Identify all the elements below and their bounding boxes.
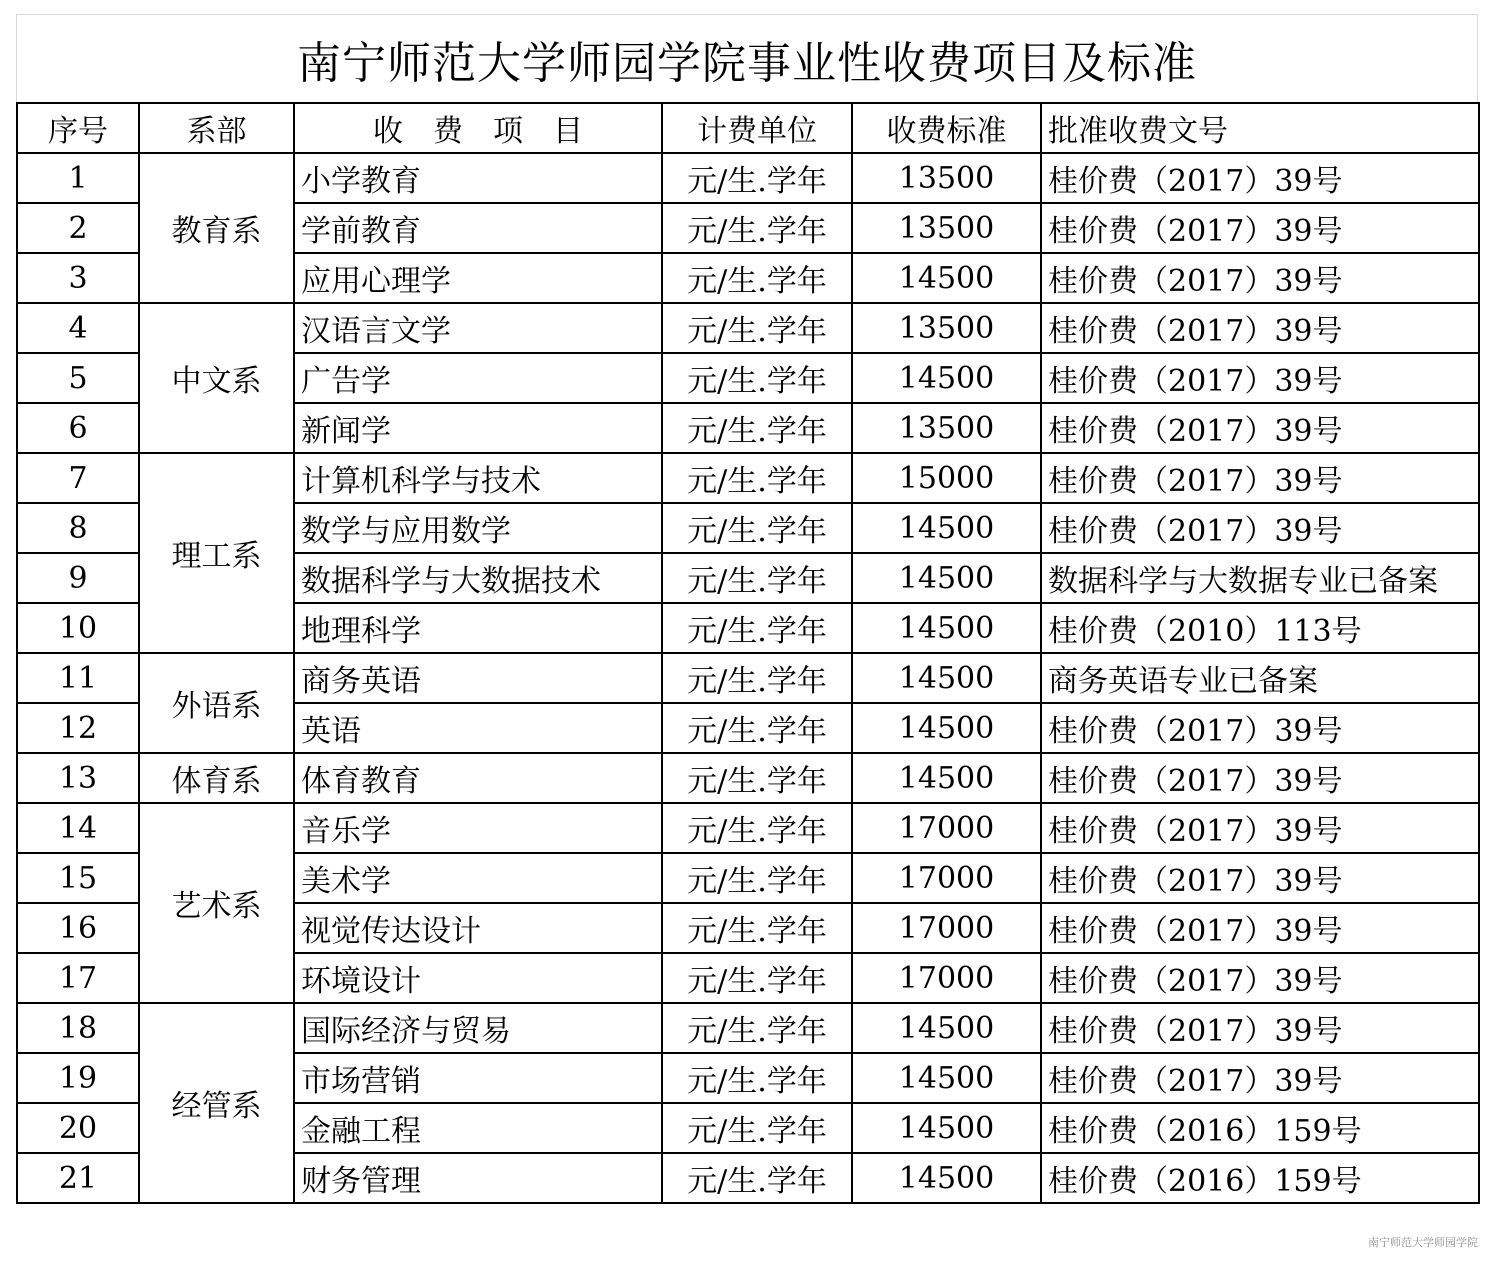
fee-table-body <box>17 153 1479 1203</box>
fee-amount: 13500 <box>852 203 1041 253</box>
row-number: 9 <box>17 553 139 603</box>
title-box <box>16 14 1478 102</box>
header-fee: 收费标准 <box>852 103 1041 153</box>
fee-item: 广告学 <box>294 353 662 403</box>
row-number: 10 <box>17 603 139 653</box>
header-no: 序号 <box>17 103 139 153</box>
table-row <box>17 803 1479 853</box>
row-number: 8 <box>17 503 139 553</box>
billing-unit: 元/生.学年 <box>662 653 852 703</box>
billing-unit: 元/生.学年 <box>662 453 852 503</box>
approval-document: 桂价费（2010）113号 <box>1041 603 1479 653</box>
table-row <box>17 753 1479 803</box>
billing-unit: 元/生.学年 <box>662 1003 852 1053</box>
fee-item: 国际经济与贸易 <box>294 1003 662 1053</box>
fee-item: 体育教育 <box>294 753 662 803</box>
fee-amount: 17000 <box>852 903 1041 953</box>
approval-document: 桂价费（2017）39号 <box>1041 453 1479 503</box>
fee-amount: 13500 <box>852 153 1041 203</box>
billing-unit: 元/生.学年 <box>662 303 852 353</box>
row-number: 6 <box>17 403 139 453</box>
row-number: 4 <box>17 303 139 353</box>
billing-unit: 元/生.学年 <box>662 553 852 603</box>
table-row <box>17 453 1479 503</box>
fee-amount: 14500 <box>852 753 1041 803</box>
watermark: 南宁师范大学师园学院 <box>1368 1236 1478 1249</box>
table-row <box>17 303 1479 353</box>
billing-unit: 元/生.学年 <box>662 903 852 953</box>
row-number: 14 <box>17 803 139 853</box>
fee-amount: 14500 <box>852 653 1041 703</box>
billing-unit: 元/生.学年 <box>662 703 852 753</box>
fee-amount: 17000 <box>852 803 1041 853</box>
fee-item: 数学与应用数学 <box>294 503 662 553</box>
fee-item: 学前教育 <box>294 203 662 253</box>
fee-amount: 14500 <box>852 703 1041 753</box>
approval-document: 桂价费（2017）39号 <box>1041 903 1479 953</box>
fee-item: 金融工程 <box>294 1103 662 1153</box>
fee-item: 数据科学与大数据技术 <box>294 553 662 603</box>
billing-unit: 元/生.学年 <box>662 253 852 303</box>
approval-document: 桂价费（2017）39号 <box>1041 403 1479 453</box>
fee-amount: 14500 <box>852 1003 1041 1053</box>
fee-amount: 14500 <box>852 353 1041 403</box>
approval-document: 桂价费（2016）159号 <box>1041 1103 1479 1153</box>
billing-unit: 元/生.学年 <box>662 753 852 803</box>
approval-document: 桂价费（2017）39号 <box>1041 853 1479 903</box>
row-number: 2 <box>17 203 139 253</box>
billing-unit: 元/生.学年 <box>662 403 852 453</box>
billing-unit: 元/生.学年 <box>662 603 852 653</box>
approval-document: 桂价费（2017）39号 <box>1041 153 1479 203</box>
fee-amount: 14500 <box>852 1153 1041 1203</box>
billing-unit: 元/生.学年 <box>662 353 852 403</box>
billing-unit: 元/生.学年 <box>662 1103 852 1153</box>
fee-amount: 14500 <box>852 1053 1041 1103</box>
department-cell: 教育系 <box>139 153 294 303</box>
department-cell: 理工系 <box>139 453 294 653</box>
approval-document: 桂价费（2017）39号 <box>1041 1003 1479 1053</box>
header-row <box>17 103 1479 153</box>
fee-amount: 14500 <box>852 503 1041 553</box>
approval-document: 商务英语专业已备案 <box>1041 653 1479 703</box>
approval-document: 桂价费（2016）159号 <box>1041 1153 1479 1203</box>
fee-amount: 14500 <box>852 553 1041 603</box>
fee-item: 汉语言文学 <box>294 303 662 353</box>
row-number: 11 <box>17 653 139 703</box>
table-row <box>17 153 1479 203</box>
approval-document: 桂价费（2017）39号 <box>1041 253 1479 303</box>
approval-document: 桂价费（2017）39号 <box>1041 1053 1479 1103</box>
fee-table <box>16 102 1480 1204</box>
billing-unit: 元/生.学年 <box>662 853 852 903</box>
header-dept: 系部 <box>139 103 294 153</box>
approval-document: 桂价费（2017）39号 <box>1041 953 1479 1003</box>
row-number: 3 <box>17 253 139 303</box>
approval-document: 桂价费（2017）39号 <box>1041 353 1479 403</box>
fee-item: 地理科学 <box>294 603 662 653</box>
fee-amount: 17000 <box>852 853 1041 903</box>
table-row <box>17 1003 1479 1053</box>
approval-document: 桂价费（2017）39号 <box>1041 203 1479 253</box>
fee-amount: 14500 <box>852 1103 1041 1153</box>
billing-unit: 元/生.学年 <box>662 153 852 203</box>
page-title: 南宁师范大学师园学院事业性收费项目及标准 <box>297 37 1197 89</box>
row-number: 19 <box>17 1053 139 1103</box>
billing-unit: 元/生.学年 <box>662 203 852 253</box>
fee-item: 美术学 <box>294 853 662 903</box>
department-cell: 外语系 <box>139 653 294 753</box>
fee-amount: 13500 <box>852 403 1041 453</box>
approval-document: 桂价费（2017）39号 <box>1041 753 1479 803</box>
fee-item: 财务管理 <box>294 1153 662 1203</box>
row-number: 12 <box>17 703 139 753</box>
billing-unit: 元/生.学年 <box>662 1053 852 1103</box>
department-cell: 艺术系 <box>139 803 294 1003</box>
table-row <box>17 653 1479 703</box>
approval-document: 桂价费（2017）39号 <box>1041 803 1479 853</box>
department-cell: 经管系 <box>139 1003 294 1203</box>
row-number: 5 <box>17 353 139 403</box>
fee-item: 音乐学 <box>294 803 662 853</box>
fee-item: 环境设计 <box>294 953 662 1003</box>
fee-item: 视觉传达设计 <box>294 903 662 953</box>
fee-item: 应用心理学 <box>294 253 662 303</box>
department-cell: 体育系 <box>139 753 294 803</box>
row-number: 15 <box>17 853 139 903</box>
header-unit: 计费单位 <box>662 103 852 153</box>
fee-item: 新闻学 <box>294 403 662 453</box>
header-item: 收 费 项 目 <box>294 103 662 153</box>
row-number: 1 <box>17 153 139 203</box>
fee-item: 小学教育 <box>294 153 662 203</box>
fee-item: 计算机科学与技术 <box>294 453 662 503</box>
billing-unit: 元/生.学年 <box>662 803 852 853</box>
row-number: 16 <box>17 903 139 953</box>
header-doc: 批准收费文号 <box>1041 103 1479 153</box>
approval-document: 桂价费（2017）39号 <box>1041 503 1479 553</box>
fee-item: 商务英语 <box>294 653 662 703</box>
row-number: 20 <box>17 1103 139 1153</box>
row-number: 13 <box>17 753 139 803</box>
fee-amount: 13500 <box>852 303 1041 353</box>
row-number: 18 <box>17 1003 139 1053</box>
billing-unit: 元/生.学年 <box>662 503 852 553</box>
fee-amount: 14500 <box>852 603 1041 653</box>
billing-unit: 元/生.学年 <box>662 953 852 1003</box>
fee-item: 市场营销 <box>294 1053 662 1103</box>
fee-amount: 17000 <box>852 953 1041 1003</box>
department-cell: 中文系 <box>139 303 294 453</box>
fee-item: 英语 <box>294 703 662 753</box>
row-number: 7 <box>17 453 139 503</box>
approval-document: 桂价费（2017）39号 <box>1041 303 1479 353</box>
row-number: 21 <box>17 1153 139 1203</box>
approval-document: 桂价费（2017）39号 <box>1041 703 1479 753</box>
billing-unit: 元/生.学年 <box>662 1153 852 1203</box>
approval-document: 数据科学与大数据专业已备案 <box>1041 553 1479 603</box>
fee-amount: 15000 <box>852 453 1041 503</box>
row-number: 17 <box>17 953 139 1003</box>
fee-amount: 14500 <box>852 253 1041 303</box>
